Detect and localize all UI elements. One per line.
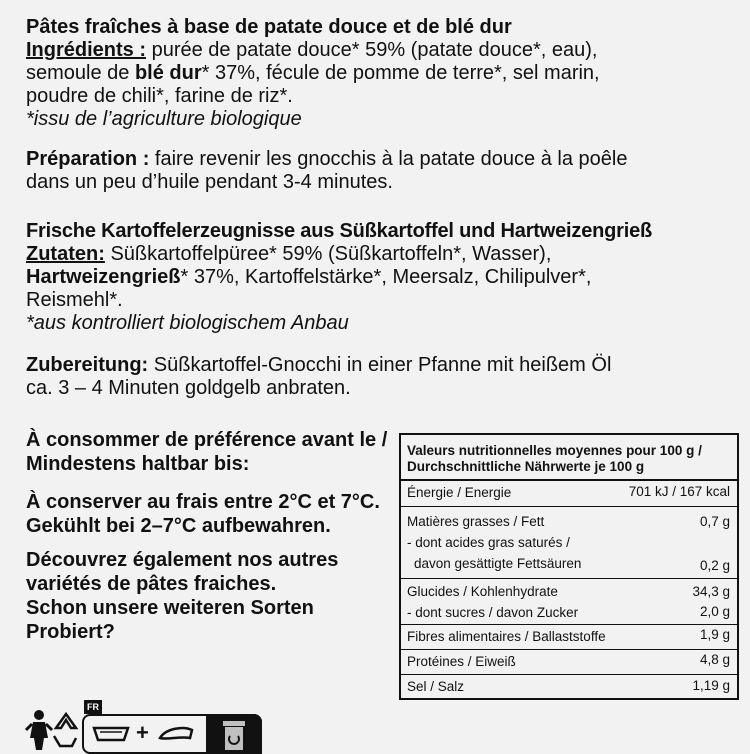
french-organic-note: *issu de l’agriculture biologique bbox=[26, 108, 302, 130]
storage-line-1: À conserver au frais entre 2°C et 7°C. bbox=[26, 491, 380, 513]
best-before-line-1: À consommer de préférence avant le / bbox=[26, 429, 388, 451]
protein-label: Protéines / Eiweiß bbox=[407, 654, 516, 669]
recycle-arrows-icon bbox=[50, 710, 82, 750]
german-prep-text-1: Süßkartoffel-Gnocchi in einer Pfanne mit heißem Öl bbox=[148, 354, 612, 376]
french-ingredients-line-3: poudre de chili*, farine de riz*. bbox=[26, 85, 293, 107]
french-ingredients-line-1 bbox=[26, 39, 600, 62]
fat-label: Matières grasses / Fett bbox=[407, 514, 545, 529]
recycling-info bbox=[0, 700, 300, 750]
french-preparation-block bbox=[26, 148, 627, 194]
carbs-value: 34,3 g bbox=[692, 584, 730, 599]
german-ingredients-block bbox=[26, 220, 652, 335]
protein-value: 4,8 g bbox=[699, 652, 730, 667]
fat-value: 0,7 g bbox=[699, 514, 730, 529]
recycling-bin-icon bbox=[220, 718, 248, 750]
energy-value: 701 kJ / 167 kcal bbox=[628, 484, 730, 499]
nutrition-row-salt bbox=[401, 675, 737, 699]
nutrition-row-fat bbox=[401, 507, 737, 579]
german-ingredients-line-2 bbox=[26, 266, 652, 289]
french-prep-label: Préparation : bbox=[26, 148, 150, 170]
french-ingredients-text-2a: semoule de bbox=[26, 62, 135, 84]
fibre-value: 1,9 g bbox=[699, 627, 730, 642]
nutrition-row-carbs bbox=[401, 579, 737, 625]
german-ingredients-label: Zutaten: bbox=[26, 243, 105, 265]
german-prep-line-1 bbox=[26, 354, 611, 377]
best-before-line-2: Mindestens haltbar bis: bbox=[26, 453, 250, 475]
french-ingredients-label: Ingrédients : bbox=[26, 39, 147, 61]
french-product-title: Pâtes fraîches à base de patate douce et de blé dur bbox=[26, 16, 512, 38]
german-prep-label: Zubereitung: bbox=[26, 354, 149, 376]
nutrition-header-fr: Valeurs nutritionnelles moyennes pour 100 g / bbox=[407, 443, 702, 458]
storage-block bbox=[26, 490, 406, 538]
sugars-label: - dont sucres / davon Zucker bbox=[407, 605, 579, 620]
discover-line-4: Probiert? bbox=[26, 621, 115, 643]
french-ingredients-block bbox=[26, 16, 600, 131]
saturated-fat-label-fr: - dont acides gras saturés / bbox=[407, 535, 570, 550]
french-prep-line-2: dans un peu d’huile pendant 3-4 minutes. bbox=[26, 171, 393, 193]
saturated-fat-value: 0,2 g bbox=[699, 558, 730, 573]
french-allergen-ble-dur: blé dur bbox=[134, 62, 202, 84]
german-ingredients-text-1: Süßkartoffelpüree* 59% (Süßkartoffeln*, Wasser), bbox=[104, 243, 552, 265]
best-before-block bbox=[26, 428, 406, 476]
energy-label: Énergie / Energie bbox=[407, 485, 512, 500]
discover-line-2: variétés de pâtes fraiches. bbox=[26, 573, 277, 595]
french-ingredients-text-2c: * 37%, fécule de pomme de terre*, sel marin, bbox=[201, 62, 600, 84]
german-preparation-block bbox=[26, 354, 611, 400]
nutrition-header bbox=[401, 435, 737, 481]
plus-sign: + bbox=[136, 720, 149, 745]
discover-line-3: Schon unsere weiteren Sorten bbox=[26, 597, 314, 619]
country-badge: FR bbox=[84, 700, 102, 714]
discover-block bbox=[26, 548, 406, 644]
sugars-value: 2,0 g bbox=[699, 604, 730, 619]
french-ingredients-line-2 bbox=[26, 62, 600, 85]
film-icon bbox=[156, 724, 196, 744]
german-prep-line-2: ca. 3 – 4 Minuten goldgelb anbraten. bbox=[26, 377, 351, 399]
salt-value: 1,19 g bbox=[692, 678, 730, 693]
discover-line-1: Découvrez également nos autres bbox=[26, 549, 339, 571]
french-prep-text-1: faire revenir les gnocchis à la patate douce à la poêle bbox=[149, 148, 628, 170]
nutrition-row-protein bbox=[401, 650, 737, 675]
french-prep-line-1 bbox=[26, 148, 627, 171]
german-organic-note: *aus kontrolliert biologischem Anbau bbox=[26, 312, 349, 334]
saturated-fat-label-de: davon gesättigte Fettsäuren bbox=[414, 556, 582, 571]
fibre-label: Fibres alimentaires / Ballaststoffe bbox=[407, 629, 606, 644]
german-ingredients-line-3: Reismehl*. bbox=[26, 289, 123, 311]
carbs-label: Glucides / Kohlenhydrate bbox=[407, 584, 558, 599]
german-ingredients-line-1 bbox=[26, 243, 652, 266]
nutrition-table bbox=[399, 433, 739, 700]
nutrition-row-energy bbox=[401, 481, 737, 507]
french-ingredients-text-1: purée de patate douce* 59% (patate douce*, eau), bbox=[146, 39, 598, 61]
nutrition-header-de: Durchschnittliche Nährwerte je 100 g bbox=[407, 459, 645, 474]
storage-line-2: Gekühlt bei 2–7°C aufbewahren. bbox=[26, 515, 331, 537]
tray-icon bbox=[92, 724, 130, 744]
salt-label: Sel / Salz bbox=[407, 679, 465, 694]
nutrition-row-fibre bbox=[401, 625, 737, 650]
german-ingredients-text-2b: * 37%, Kartoffelstärke*, Meersalz, Chilipulver*, bbox=[180, 266, 592, 288]
german-product-title: Frische Kartoffelerzeugnisse aus Süßkartoffel und Hartweizengrieß bbox=[26, 220, 653, 242]
german-allergen-hartweizengriess: Hartweizengrieß bbox=[26, 266, 181, 288]
